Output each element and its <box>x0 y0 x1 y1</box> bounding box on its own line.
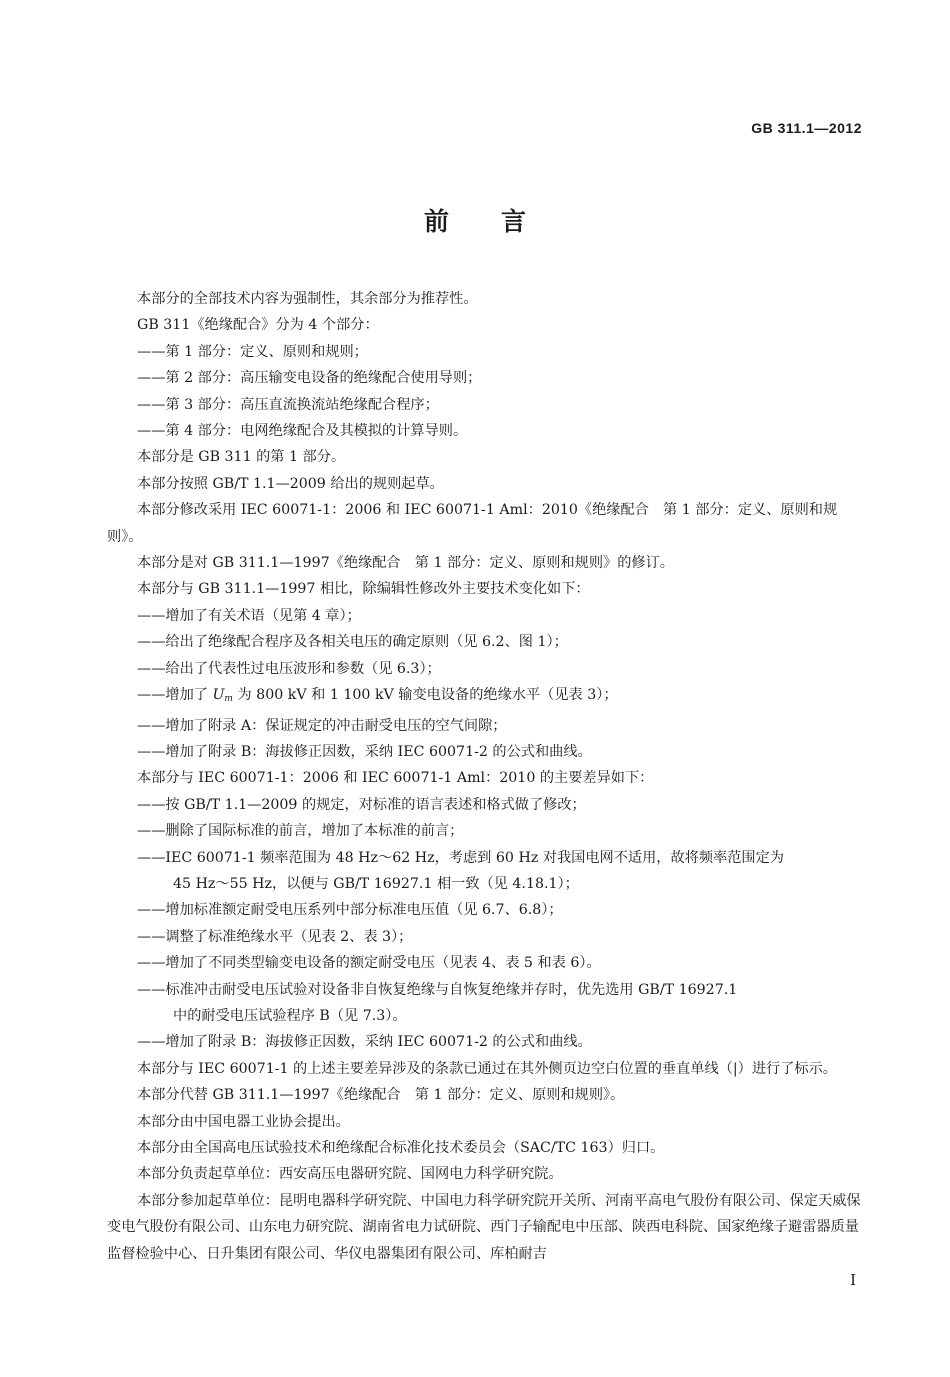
paragraph: 本部分是对 GB 311.1—1997《绝缘配合 第 1 部分：定义、原则和规则》的修订。 <box>137 555 674 572</box>
dash-item-continuation: 45 Hz～55 Hz，以便与 GB/T 16927.1 相一致（见 4.18.1）； <box>173 875 579 892</box>
paragraph: 本部分的全部技术内容为强制性，其余部分为推荐性。 <box>137 291 478 307</box>
dash-item: ——标准冲击耐受电压试验对设备非自恢复绝缘与自恢复绝缘并存时，优先选用 GB/T 16927.1 <box>137 981 738 998</box>
dash-item: ——第 3 部分：高压直流换流站绝缘配合程序； <box>137 396 439 413</box>
text-segment: 为 800 kV 和 1 100 kV 输变电设备的绝缘水平（见表 3）； <box>232 687 618 704</box>
page-number: I <box>850 1271 856 1289</box>
paragraph: 本部分由全国高电压试验技术和绝缘配合标准化技术委员会（SAC/TC 163）归口。 <box>137 1140 665 1156</box>
paragraph: 本部分负责起草单位：西安高压电器研究院、国网电力科学研究院。 <box>137 1166 563 1183</box>
um-symbol: $U_m$ <box>212 687 233 705</box>
paragraph: 本部分代替 GB 311.1—1997《绝缘配合 第 1 部分：定义、原则和规则》。 <box>137 1087 625 1104</box>
paragraph: 本部分修改采用 IEC 60071-1：2006 和 IEC 60071-1 Aml：2010《绝缘配合 第 1 部分：定义、原则和规则》。 <box>107 502 838 545</box>
paragraph: 本部分与 IEC 60071-1：2006 和 IEC 60071-1 Aml：2010 的主要差异如下： <box>137 770 654 787</box>
dash-item: ——增加标准额定耐受电压系列中部分标准电压值（见 6.7、6.8）； <box>137 902 563 919</box>
dash-item: ——给出了绝缘配合程序及各相关电压的确定原则（见 6.2、图 1）； <box>137 634 568 651</box>
dash-item: ——增加了附录 A：保证规定的冲击耐受电压的空气间隙； <box>137 717 507 734</box>
dash-item: ——增加了附录 B：海拔修正因数，采纳 IEC 60071-2 的公式和曲线。 <box>137 1034 592 1051</box>
dash-item: ——增加了不同类型输变电设备的额定耐受电压（见表 4、表 5 和表 6）。 <box>137 955 601 972</box>
um-subscript: m <box>224 694 233 705</box>
dash-item: ——按 GB/T 1.1—2009 的规定，对标准的语言表述和格式做了修改； <box>137 796 586 813</box>
dash-item: ——第 4 部分：电网绝缘配合及其模拟的计算导则。 <box>137 423 468 440</box>
dash-item: ——调整了标准绝缘水平（见表 2、表 3）； <box>137 928 413 945</box>
paragraph: 本部分与 GB 311.1—1997 相比，除编辑性修改外主要技术变化如下： <box>137 581 590 598</box>
page-title: 前言 <box>423 207 578 236</box>
document-body <box>107 286 862 1267</box>
dash-item: ——第 1 部分：定义、原则和规则； <box>137 343 368 360</box>
dash-item <box>107 682 862 712</box>
dash-item: ——增加了附录 B：海拔修正因数，采纳 IEC 60071-2 的公式和曲线。 <box>137 743 592 760</box>
dash-item: ——增加了有关术语（见第 4 章）； <box>137 607 361 624</box>
paragraph: 本部分与 IEC 60071-1 的上述主要差异涉及的条款已通过在其外侧页边空白位置的垂直单线（|）进行了标示。 <box>137 1060 837 1077</box>
paragraph: 本部分参加起草单位：昆明电器科学研究院、中国电力科学研究院开关所、河南平高电气股份有限公司、保定天威保变电气股份有限公司、山东电力研究院、湖南省电力试研院、西门子输配电中压部、陕西电科院、国家绝缘子避雷器质量监督检验中心、日升集团有限公司、华仪电器集团有限公司、库柏耐吉 <box>107 1192 861 1262</box>
dash-item: ——第 2 部分：高压输变电设备的绝缘配合使用导则； <box>137 370 482 387</box>
dash-item: ——给出了代表性过电压波形和参数（见 6.3）； <box>137 660 441 677</box>
dash-item: ——删除了国际标准的前言，增加了本标准的前言； <box>137 823 464 840</box>
dash-item-continuation: 中的耐受电压试验程序 B（见 7.3）。 <box>173 1007 407 1024</box>
dash-item: ——IEC 60071-1 频率范围为 48 Hz～62 Hz，考虑到 60 Hz 对我国电网不适用，故将频率范围定为 <box>137 849 784 866</box>
paragraph: GB 311《绝缘配合》分为 4 个部分： <box>137 317 379 334</box>
paragraph: 本部分是 GB 311 的第 1 部分。 <box>137 449 346 466</box>
paragraph: 本部分按照 GB/T 1.1—2009 给出的规则起草。 <box>137 475 444 492</box>
standard-code: GB 311.1—2012 <box>751 120 862 136</box>
text-segment: ——增加了 <box>137 687 213 704</box>
paragraph: 本部分由中国电器工业协会提出。 <box>137 1113 350 1130</box>
